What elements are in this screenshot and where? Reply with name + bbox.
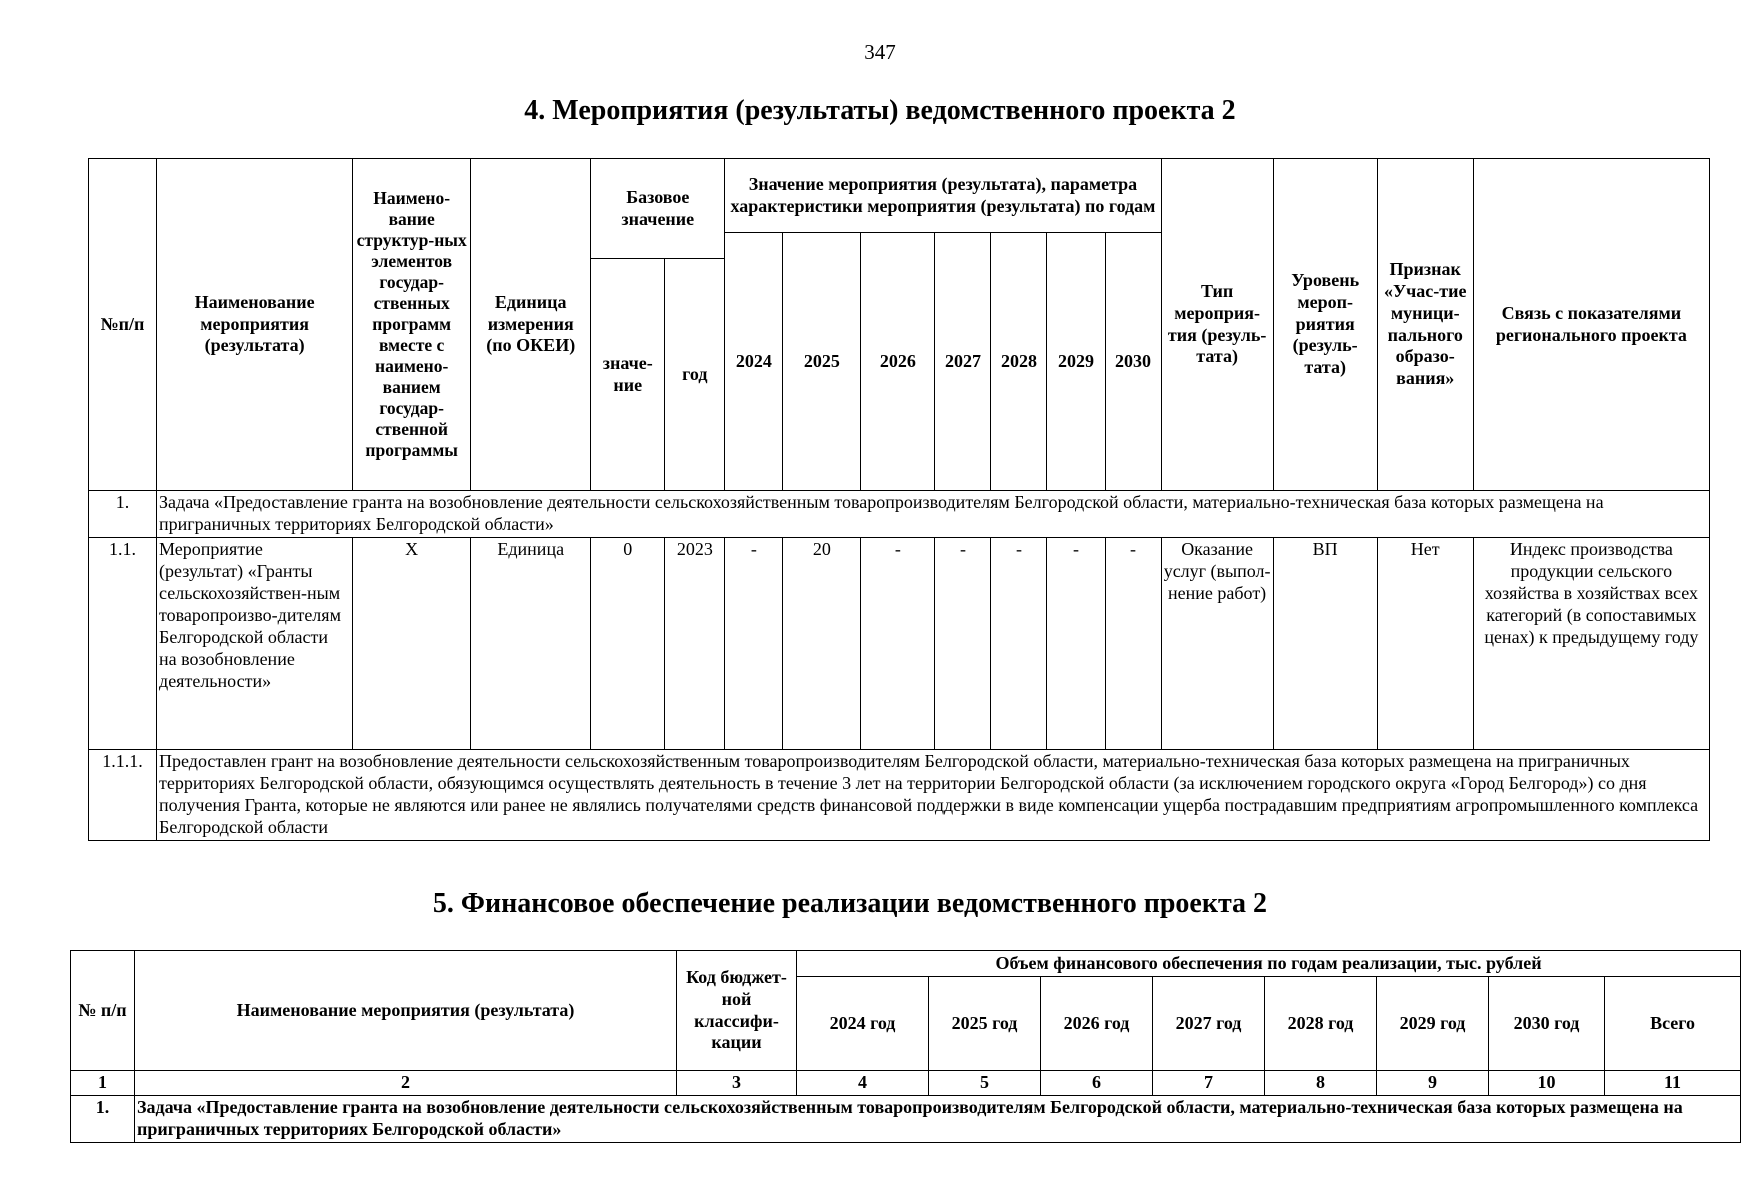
- measure-row-unit: Единица: [471, 537, 591, 749]
- header-unit: Единица измерения (по ОКЕИ): [471, 159, 591, 491]
- header-year: 2029: [1047, 233, 1105, 491]
- header-year: 2025: [783, 233, 861, 491]
- measure-row-base-value: 0: [591, 537, 665, 749]
- fin-header-year: 2030 год: [1489, 977, 1605, 1071]
- fin-header-year: 2027 год: [1153, 977, 1265, 1071]
- header-link: Связь с показателями регионального проекта: [1473, 159, 1709, 491]
- section-4-title: 4. Мероприятия (результаты) ведомственного проекта 2: [524, 95, 1236, 126]
- header-municipal: Признак «Учас-тие муници-пального образо-вания»: [1377, 159, 1473, 491]
- fin-header-total: Всего: [1605, 977, 1741, 1071]
- header-base-year: год: [665, 259, 725, 491]
- fin-col-number: 2: [135, 1071, 677, 1096]
- fin-header-year: 2024 год: [797, 977, 929, 1071]
- measure-row-value: 20: [783, 537, 861, 749]
- header-num: №п/п: [89, 159, 157, 491]
- measure-row-value: -: [991, 537, 1047, 749]
- measure-row-value: -: [935, 537, 991, 749]
- header-year: 2027: [935, 233, 991, 491]
- result-row-num: 1.1.1.: [89, 749, 157, 840]
- fin-col-number: 5: [929, 1071, 1041, 1096]
- fin-col-number: 9: [1377, 1071, 1489, 1096]
- header-name: Наименование мероприятия (результата): [157, 159, 353, 491]
- fin-col-number: 10: [1489, 1071, 1605, 1096]
- fin-col-number: 6: [1041, 1071, 1153, 1096]
- task-row-num: 1.: [89, 491, 157, 538]
- fin-header-year: 2026 год: [1041, 977, 1153, 1071]
- header-base: Базовое значение: [591, 159, 725, 259]
- header-year: 2030: [1105, 233, 1161, 491]
- header-level: Уровень мероп-риятия (резуль-тата): [1273, 159, 1377, 491]
- section-5-title: 5. Финансовое обеспечение реализации ведомственного проекта 2: [432, 888, 1268, 919]
- header-year: 2026: [861, 233, 935, 491]
- measure-row-link: Индекс производства продукции сельского хозяйства в хозяйствах всех категорий (в сопоставимых ценах) к предыдущему году: [1473, 537, 1709, 749]
- measures-table: [88, 158, 1710, 841]
- fin-col-number: 4: [797, 1071, 929, 1096]
- measure-row-municipal: Нет: [1377, 537, 1473, 749]
- measure-row-base-year: 2023: [665, 537, 725, 749]
- fin-col-number: 7: [1153, 1071, 1265, 1096]
- fin-header-volume: Объем финансового обеспечения по годам реализации, тыс. рублей: [797, 951, 1741, 977]
- measure-row-value: -: [1105, 537, 1161, 749]
- financing-table: [70, 950, 1741, 1143]
- page-number: 347: [864, 40, 896, 64]
- fin-task-row-num: 1.: [71, 1095, 135, 1142]
- fin-header-code: Код бюджет-ной классифи-кации: [677, 951, 797, 1071]
- fin-header-num: № п/п: [71, 951, 135, 1071]
- header-year: 2024: [725, 233, 783, 491]
- fin-header-year: 2025 год: [929, 977, 1041, 1071]
- fin-col-number: 1: [71, 1071, 135, 1096]
- measure-row-value: -: [861, 537, 935, 749]
- header-structural: Наимено-вание структур-ных элементов государ-ственных программ вместе с наимено-ванием государ-ственной программы: [353, 159, 471, 491]
- fin-col-number: 3: [677, 1071, 797, 1096]
- measure-row-structural: Х: [353, 537, 471, 749]
- measure-row-name: Мероприятие (результат) «Гранты сельскохозяйствен-ным товаропроизво-дителям Белгородской области на возобновление деятельности»: [157, 537, 353, 749]
- fin-task-row-text: Задача «Предоставление гранта на возобновление деятельности сельскохозяйственным товаропроизводителям Белгородской области, материально-техническая база которых размещена на приграничных территориях Белгородской области»: [135, 1095, 1741, 1142]
- header-year: 2028: [991, 233, 1047, 491]
- measure-row-level: ВП: [1273, 537, 1377, 749]
- header-type: Тип мероприя-тия (резуль-тата): [1161, 159, 1273, 491]
- fin-col-number: 11: [1605, 1071, 1741, 1096]
- task-row-text: Задача «Предоставление гранта на возобновление деятельности сельскохозяйственным товаропроизводителям Белгородской области, материально-техническая база которых размещена на приграничных территориях Белгородской области»: [157, 491, 1710, 538]
- fin-header-name: Наименование мероприятия (результата): [135, 951, 677, 1071]
- result-row-text: Предоставлен грант на возобновление деятельности сельскохозяйственным товаропроизводителям Белгородской области, материально-техническая база которых размещена на приграничных территориях Белгородской области, обязующимся осуществлять деятельность в течение 3 лет на территории Белгородской области (за исключением городского округа «Город Белгород») со дня получения Гранта, которые не являются или ранее не являлись получателями средств финансовой поддержки в виде компенсации ущерба пострадавшим предприятиям агропромышленного комплекса Белгородской области: [157, 749, 1710, 840]
- measure-row-type: Оказание услуг (выпол-нение работ): [1161, 537, 1273, 749]
- fin-header-year: 2028 год: [1265, 977, 1377, 1071]
- measure-row-value: -: [725, 537, 783, 749]
- fin-col-number: 8: [1265, 1071, 1377, 1096]
- measure-row-value: -: [1047, 537, 1105, 749]
- measure-row-num: 1.1.: [89, 537, 157, 749]
- header-values-by-year: Значение мероприятия (результата), параметра характеристики мероприятия (результата) по годам: [725, 159, 1161, 233]
- header-base-value: значе-ние: [591, 259, 665, 491]
- fin-header-year: 2029 год: [1377, 977, 1489, 1071]
